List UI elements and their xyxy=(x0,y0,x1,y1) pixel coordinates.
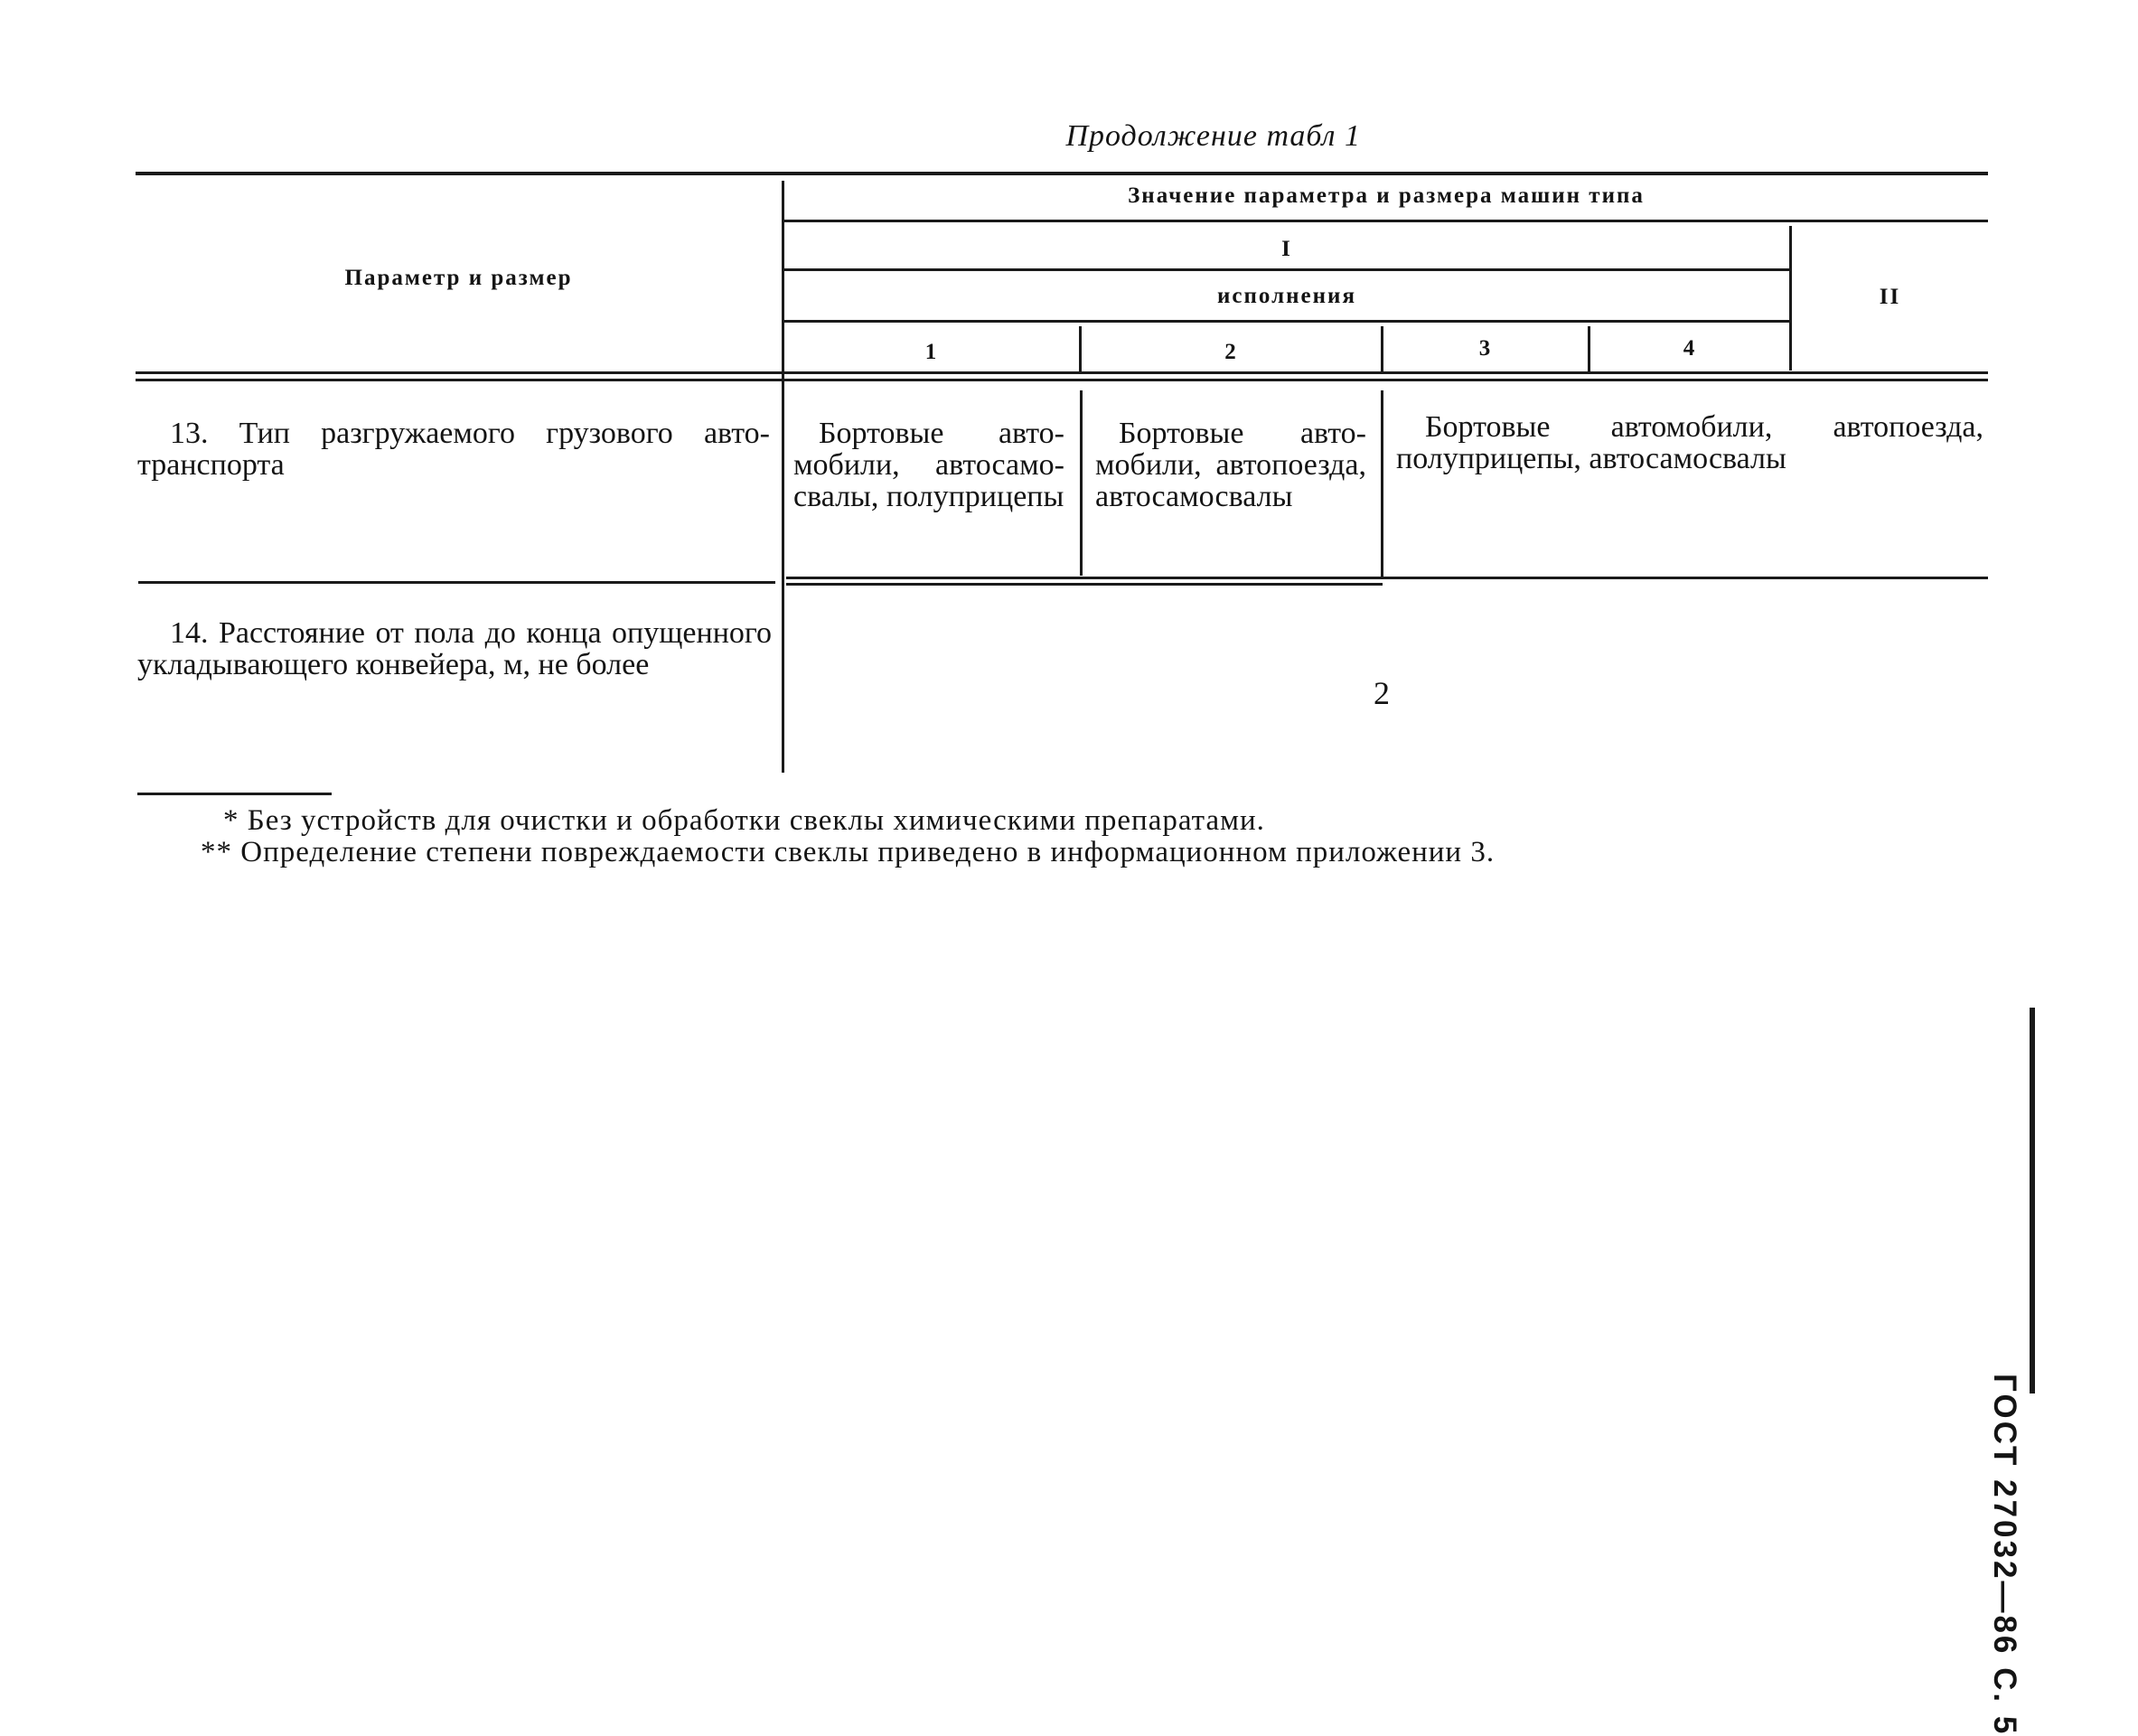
page-label-rule xyxy=(2030,1008,2035,1393)
row13-param: 13. Тип разгружаемого грузового автотранспорта xyxy=(137,417,770,482)
row14-value: 2 xyxy=(1374,675,1390,711)
type-I-header: I xyxy=(1281,237,1292,261)
row13-exec-2: Бортовые автомобили, автопоезда, автосамосвалы xyxy=(1095,417,1366,513)
header-double-rule-bottom xyxy=(136,379,1988,381)
type-I-rule xyxy=(784,268,1789,271)
exec-4-header: 4 xyxy=(1683,336,1697,361)
values-group-header: Значение параметра и размера машин типа xyxy=(1128,183,1645,208)
row13-exec-3-4-and-II: Бортовые автомобили, автопоезда, полуприцепы, автосамосвалы xyxy=(1396,410,1983,475)
footnote-2: ** Определение степени повреждаемости свеклы приведено в информационном приложении 3. xyxy=(201,836,1496,868)
executions-header: исполнения xyxy=(1217,284,1356,308)
row13-exec-1: Бортовые автомобили, автосамосвалы, полуприцепы xyxy=(793,417,1064,513)
row14-param: 14. Расстояние от пола до конца опущенного укладывающего конвейера, м, не более xyxy=(137,616,772,681)
type-II-header: II xyxy=(1879,285,1901,309)
footnote-1: * Без устройств для очистки и обработки свеклы химическими препаратами. xyxy=(223,804,1265,837)
param-column-header: Параметр и размер xyxy=(344,266,573,290)
page-label: ГОСТ 27032—86 С. 5 xyxy=(1987,1374,2022,1736)
values-group-rule xyxy=(784,220,1988,222)
table-top-rule xyxy=(136,172,1988,175)
exec-3-header: 3 xyxy=(1478,336,1493,361)
exec-1-2-divider-row13 xyxy=(1080,390,1083,576)
row13-bottom-rule-right-2 xyxy=(786,583,1383,586)
table-continuation-label: Продолжение табл 1 xyxy=(1065,119,1361,153)
row13-bottom-rule-right xyxy=(786,577,1988,579)
executions-rule xyxy=(784,320,1789,323)
exec-2-header: 2 xyxy=(1224,340,1238,364)
exec-2-3-divider-row13 xyxy=(1381,390,1383,579)
row13-bottom-rule-left xyxy=(138,581,775,584)
exec-1-header: 1 xyxy=(924,340,939,364)
footnote-separator xyxy=(137,793,332,795)
header-double-rule-top xyxy=(136,371,1988,374)
